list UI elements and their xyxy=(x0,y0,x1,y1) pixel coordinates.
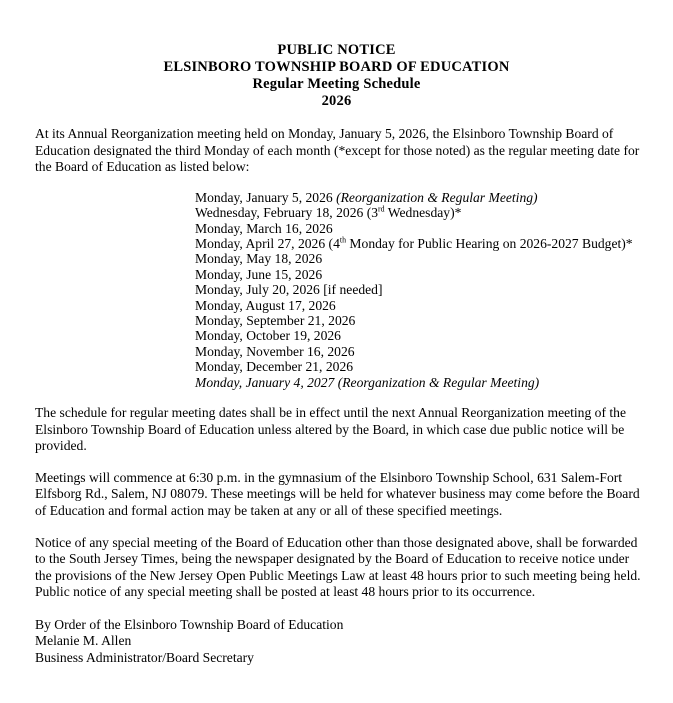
spacer-after-list xyxy=(35,390,643,405)
meeting-date-item xyxy=(195,328,643,343)
special-meeting-notice-paragraph: Notice of any special meeting of the Board of Education other than those designated above, shall be forwarded to the South Jersey Times, being the newspaper designated by the Board of Education to receive notice under the provisions of the New Jersey Open Public Meetings Law at least 48 hours prior to such meeting being held. Public notice of any special meeting shall be posted at least 48 hours prior to its occurrence. xyxy=(35,534,641,600)
meeting-date-item xyxy=(195,190,643,205)
meeting-dates-list xyxy=(35,190,643,390)
spacer-1 xyxy=(35,455,643,470)
document-subtitle: Regular Meeting Schedule xyxy=(252,76,421,92)
meeting-date-item xyxy=(195,267,643,282)
page-title: PUBLIC NOTICE xyxy=(277,42,396,58)
meeting-date-ordinal-prefix: (4 xyxy=(325,236,340,251)
meeting-date-text: Monday, March 16, 2026 xyxy=(195,220,333,236)
meeting-date-item xyxy=(195,313,643,328)
meeting-date-note: (Reorganization & Regular Meeting) xyxy=(332,189,538,205)
meeting-date-text: Wednesday, February 18, 2026 xyxy=(195,205,364,221)
document-header xyxy=(0,0,673,110)
intro-paragraph: At its Annual Reorganization meeting held on Monday, January 5, 2026, the Elsinboro Township Board of Education designated the third Monday of each month (*except for those noted) as the regular meeting date for the Board of Education as listed below: xyxy=(35,126,640,175)
meeting-date-text: Monday, May 18, 2026 xyxy=(195,251,323,267)
meeting-date-item xyxy=(195,221,643,236)
meeting-date-text: Monday, September 21, 2026 xyxy=(195,313,356,329)
meeting-date-ordinal-prefix: (3 xyxy=(363,205,379,221)
spacer-before-signature xyxy=(35,601,643,617)
meeting-date-item xyxy=(195,344,643,359)
spacer-after-header xyxy=(35,110,643,126)
meeting-date-item xyxy=(195,205,643,220)
meeting-date-item xyxy=(195,298,643,313)
meeting-date-text: Monday, January 4, 2027 (Reorganization & Regular Meeting) xyxy=(195,374,540,390)
meeting-time-location-paragraph: Meetings will commence at 6:30 p.m. in the gymnasium of the Elsinboro Township School, 631 Salem-Fort Elfsborg Rd., Salem, NJ 08079. These meetings will be held for whatever business may come before the Board of Education and formal action may be taken at any or all of these specified meetings. xyxy=(35,469,640,519)
meeting-date-item xyxy=(195,251,643,266)
signature-by-order: By Order of the Elsinboro Township Board of Education xyxy=(35,617,344,632)
organization-name: ELSINBORO TOWNSHIP BOARD OF EDUCATION xyxy=(163,59,510,75)
document-body xyxy=(0,110,673,666)
meeting-date-ordinal-note: Wednesday)* xyxy=(384,205,462,221)
meeting-date-text: Monday, October 19, 2026 xyxy=(195,328,341,344)
schedule-year: 2026 xyxy=(321,93,352,109)
signature-block xyxy=(35,617,643,666)
schedule-effect-paragraph: The schedule for regular meeting dates shall be in effect until the next Annual Reorganization meeting of the Elsinboro Township Board of Education unless altered by the Board, in which case due public notice will be provided. xyxy=(35,405,627,454)
meeting-date-text: Monday, November 16, 2026 xyxy=(195,343,355,359)
meeting-date-item xyxy=(195,375,643,390)
meeting-date-ordinal-note: Monday for Public Hearing on 2026-2027 Budget)* xyxy=(346,236,633,251)
meeting-date-text: Monday, December 21, 2026 xyxy=(195,359,354,375)
meeting-date-text: Monday, August 17, 2026 xyxy=(195,297,336,313)
spacer-2 xyxy=(35,520,643,535)
meeting-date-ordinal-suffix-sup: rd xyxy=(378,204,385,214)
signature-name: Melanie M. Allen xyxy=(35,633,132,649)
meeting-date-ordinal-suffix-sup: th xyxy=(339,235,347,245)
meeting-date-item xyxy=(195,236,643,251)
meeting-date-item xyxy=(195,282,643,297)
meeting-date-text: Monday, July 20, 2026 [if needed] xyxy=(195,282,383,298)
signature-title: Business Administrator/Board Secretary xyxy=(35,649,254,665)
meeting-date-text: Monday, January 5, 2026 xyxy=(195,189,333,205)
meeting-date-text: Monday, April 27, 2026 xyxy=(195,236,326,251)
spacer-before-list xyxy=(35,176,643,190)
meeting-date-text: Monday, June 15, 2026 xyxy=(195,266,323,282)
meeting-date-item xyxy=(195,359,643,374)
